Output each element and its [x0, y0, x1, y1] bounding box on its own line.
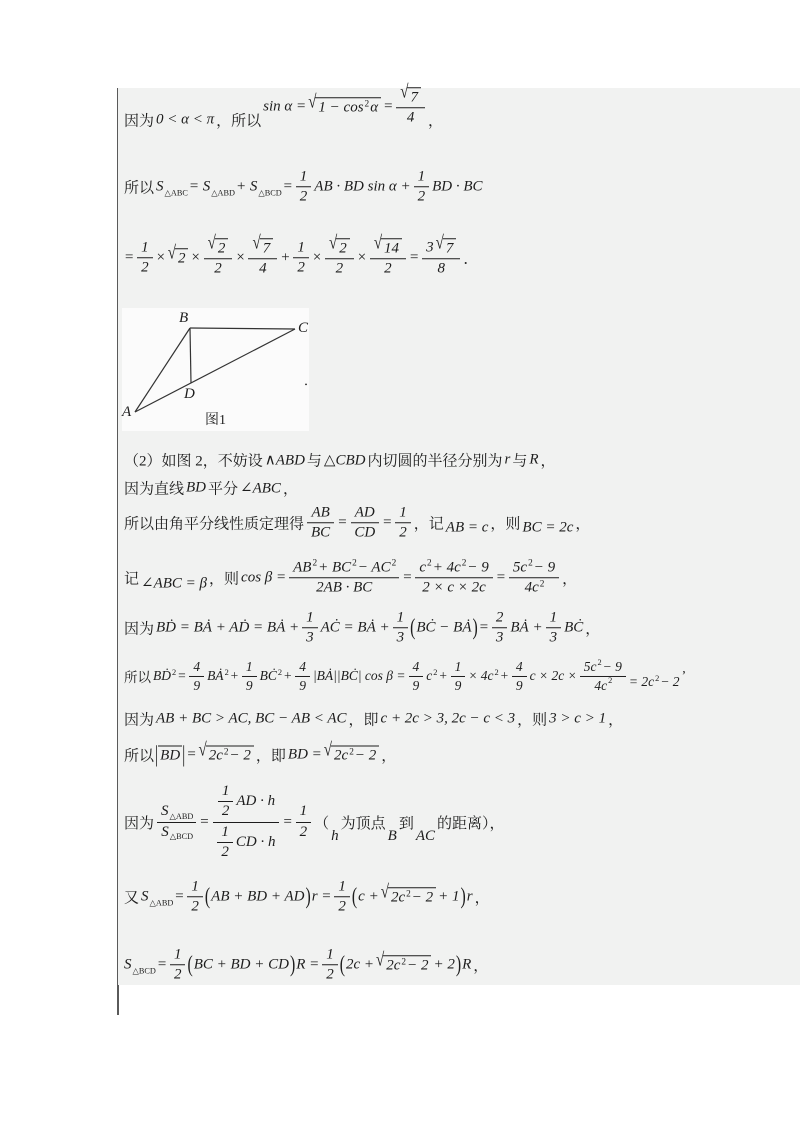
stray-period: ．: [304, 373, 318, 388]
math-line-4: （2）如图 2，不妨设 ∧ABD 与 △CBD 内切圆的半径分别为 r 与 R ，: [124, 451, 556, 470]
math-line-6: 所以由角平分线性质定理得 $\frac{AB}{BC}$ = $\frac{AD}{CD}$ = $\frac{1}{2}$ ，记 AB = c ，则 BC = 2c ，: [124, 504, 591, 541]
figure-caption: 图1: [205, 413, 226, 428]
math-line-7: 记 ∠ABC = β ，则 cos β = AB 2 + BC 2 − AC 2 2AB · BC = c 2 + 4c 2 − 9 2 × c × 2c = 5c 2 − 9 4c 2 ，: [124, 558, 578, 596]
figure-1: [122, 308, 309, 431]
solution-content-panel: [118, 82, 800, 985]
vertex-label-a: A: [122, 404, 132, 420]
math-line-12: 因为 S △ABD S △BCD = $\frac{1}{2}$ AD · h $\frac{1}{2}$ CD · h = $\frac{1}{2}$ （ h 为顶点 B 到 AC 的距离），: [124, 783, 505, 860]
math-line-11: 所以 | BD | = √ 2c 2 − 2 ，即 BD = √ 2c 2 − 2 ，: [124, 740, 397, 767]
vertex-label-d: D: [184, 386, 195, 402]
math-line-13: 又 S △ABD = $\frac{1}{2}$ ( AB + BD + AD ) r = $\frac{1}{2}$ ( c + √ 2c 2 − 2 + 1 ) r ，: [124, 878, 490, 915]
math-line-10: 因为 AB + BC > AC, BC − AB < AC ，即 c + 2c > 3, 2c − c < 3 ，则 3 > c > 1 ，: [124, 710, 624, 729]
math-line-3: = $\frac{1}{2}$ × √ 2 × √ 2 2 × √ 7 4 + $\frac{1}{2}$ × √ 2 2 × √ 14 2 = 3 √ 7 8 ．: [124, 233, 479, 277]
math-line-1: 因为 0 < α < π ，所以 sin α = √ 1 − cos 2 α = √ 7 4 ，: [124, 82, 443, 130]
math-line-5: 因为直线 BD 平分 ∠ABC ，: [124, 479, 298, 498]
math-line-8: 因为 BḊ = BȦ + AḊ = BȦ + $\frac{1}{3}$ AĊ = BȦ + $\frac{1}{3}$ ( BĊ − BȦ ) = $\frac{2}{3}$ BȦ + $\frac{1}{3}$ BĊ ，: [124, 609, 601, 646]
math-line-9: 所以 BḊ 2 = $\frac{4}{9}$ BȦ 2 + $\frac{1}{9}$ BĊ 2 + $\frac{4}{9}$ |BȦ||BĊ| cos β = $\frac{4}{9}$ c 2 + $\frac{1}{9}$ × 4c 2 + $\frac{4}{9}$ c × 2c × 5c 2 − 9 4c 2 = 2c 2 − 2 ’: [124, 657, 687, 693]
math-line-14: S △BCD = $\frac{1}{2}$ ( BC + BD + CD ) R = $\frac{1}{2}$ ( 2c + √ 2c 2 − 2 + 2 ) R ，: [124, 946, 489, 983]
vertex-label-c: C: [298, 320, 309, 336]
math-line-2: 所以 S △ABC = S △ABD + S △BCD = $\frac{1}{2}$ AB · BD sin α + $\frac{1}{2}$ BD · BC: [124, 168, 483, 205]
vertex-label-b: B: [179, 310, 189, 326]
